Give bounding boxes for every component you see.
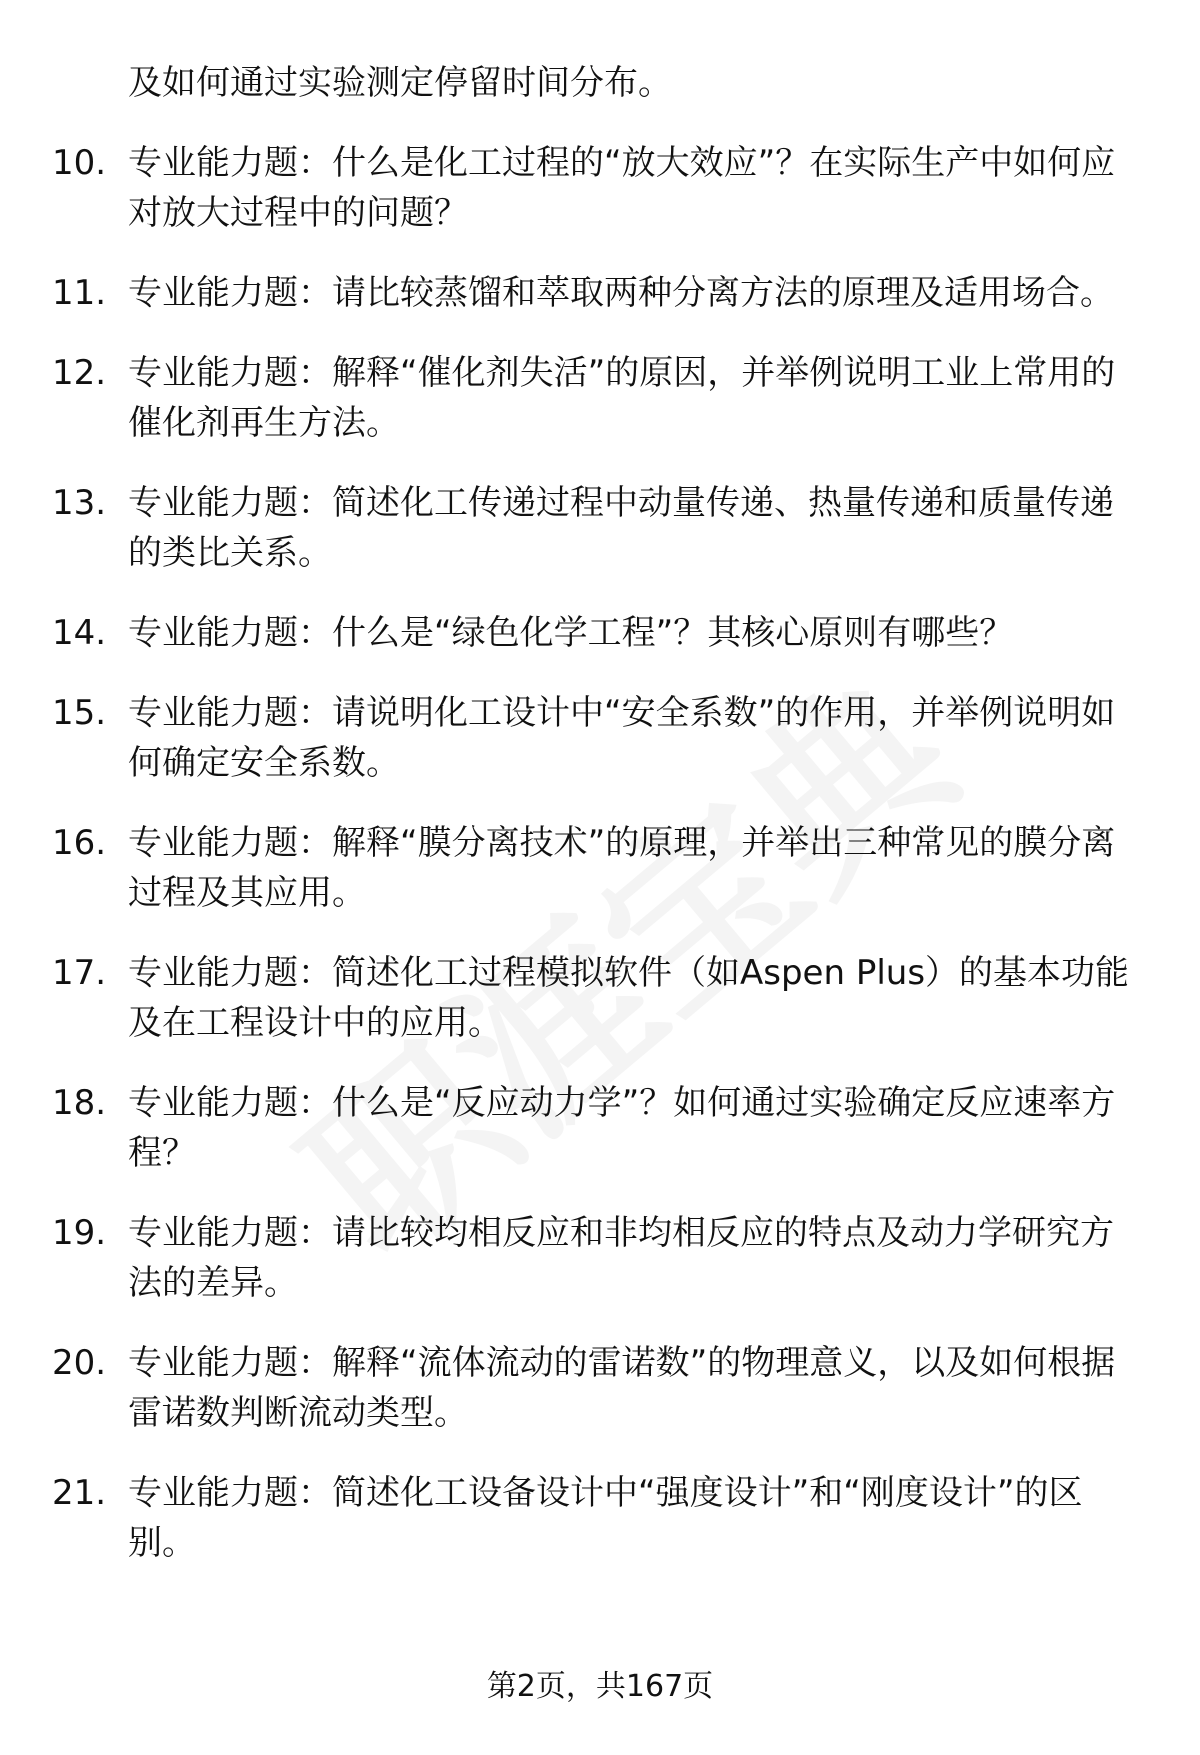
question-item-15 — [0, 688, 1138, 788]
question-text: 专业能力题：简述化工传递过程中动量传递、热量传递和质量传递的类比关系。 — [128, 483, 1114, 573]
question-item-13 — [0, 478, 1138, 578]
question-number: 15. — [52, 693, 107, 733]
question-number: 19. — [52, 1213, 107, 1253]
question-number: 20. — [52, 1343, 107, 1383]
question-item-19 — [0, 1208, 1138, 1308]
question-item-11 — [0, 268, 1138, 318]
question-number: 10. — [52, 143, 107, 183]
continuation-text: 及如何通过实验测定停留时间分布。 — [128, 63, 672, 103]
question-text: 专业能力题：请比较均相反应和非均相反应的特点及动力学研究方法的差异。 — [128, 1213, 1114, 1303]
question-item-14 — [0, 608, 1138, 658]
question-list — [0, 138, 1200, 1598]
question-number: 11. — [52, 273, 107, 313]
question-item-17 — [0, 948, 1138, 1048]
question-item-21 — [0, 1468, 1138, 1568]
question-number: 18. — [52, 1083, 107, 1123]
question-item-10 — [0, 138, 1138, 238]
question-text: 专业能力题：请说明化工设计中“安全系数”的作用，并举例说明如何确定安全系数。 — [128, 693, 1116, 783]
question-text: 专业能力题：解释“膜分离技术”的原理，并举出三种常见的膜分离过程及其应用。 — [128, 823, 1116, 913]
question-item-12 — [0, 348, 1138, 448]
question-number: 14. — [52, 613, 107, 653]
question-item-16 — [0, 818, 1138, 918]
question-text: 专业能力题：请比较蒸馏和萃取两种分离方法的原理及适用场合。 — [128, 273, 1114, 313]
question-item-18 — [0, 1078, 1138, 1178]
question-item-20 — [0, 1338, 1138, 1438]
page-footer: 第2页，共167页 — [486, 1669, 714, 1704]
question-number: 17. — [52, 953, 107, 993]
question-text: 专业能力题：简述化工设备设计中“强度设计”和“刚度设计”的区别。 — [128, 1473, 1083, 1563]
question-number: 13. — [52, 483, 107, 523]
question-text: 专业能力题：简述化工过程模拟软件（如Aspen Plus）的基本功能及在工程设计中的应用。 — [128, 953, 1130, 1043]
question-text: 专业能力题：解释“流体流动的雷诺数”的物理意义，以及如何根据雷诺数判断流动类型。 — [128, 1343, 1116, 1433]
question-number: 16. — [52, 823, 107, 863]
question-text: 专业能力题：解释“催化剂失活”的原因，并举例说明工业上常用的催化剂再生方法。 — [128, 353, 1116, 443]
question-text: 专业能力题：什么是“反应动力学”？如何通过实验确定反应速率方程？ — [128, 1083, 1116, 1173]
question-number: 12. — [52, 353, 107, 393]
question-number: 21. — [52, 1473, 107, 1513]
question-text: 专业能力题：什么是化工过程的“放大效应”？在实际生产中如何应对放大过程中的问题？ — [128, 143, 1116, 233]
question-text: 专业能力题：什么是“绿色化学工程”？其核心原则有哪些？ — [128, 613, 1014, 653]
